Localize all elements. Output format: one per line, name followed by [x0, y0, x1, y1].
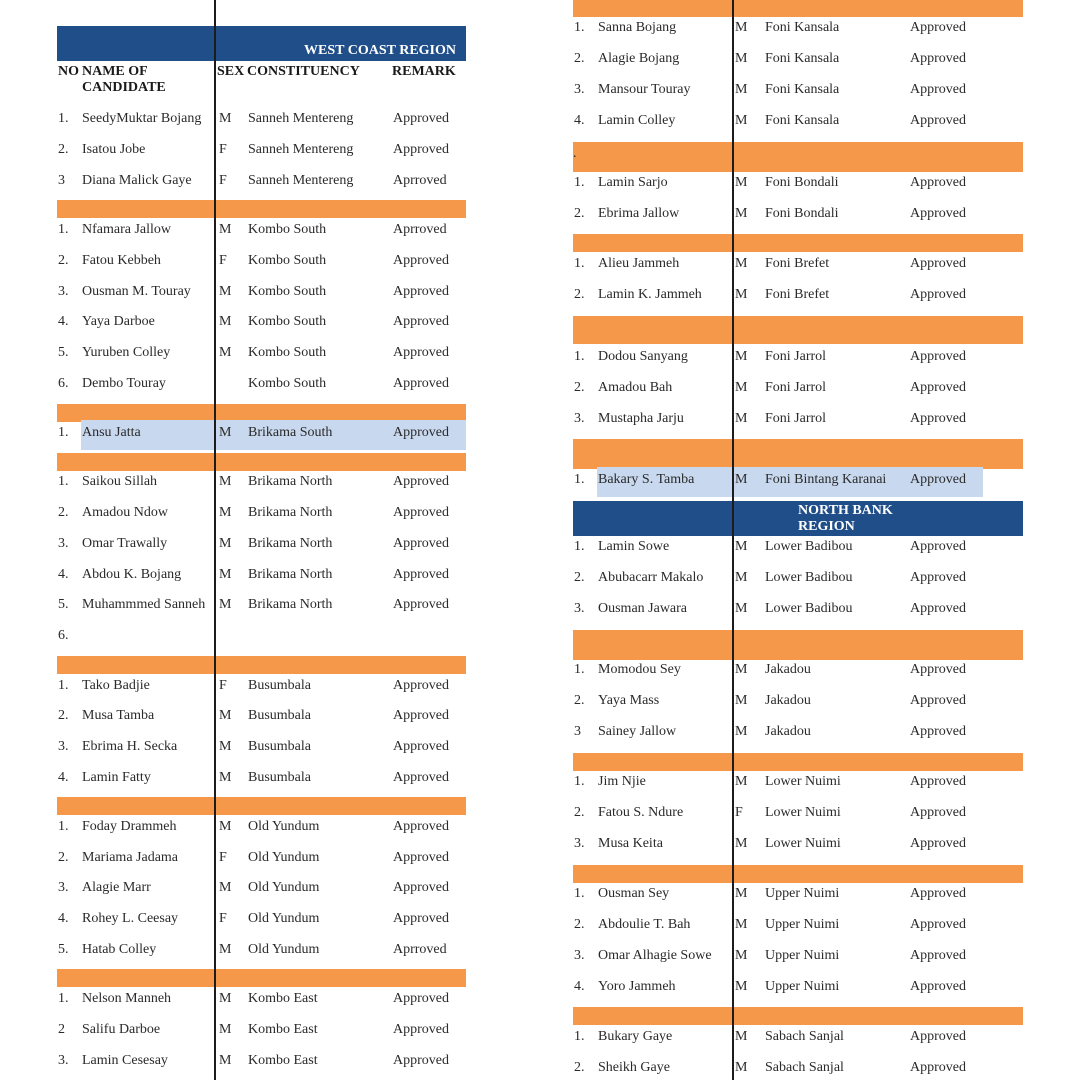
cell-no: 1.	[574, 662, 585, 677]
cell-remark: Approved	[910, 601, 966, 616]
cell-constituency: Upper Nuimi	[765, 917, 840, 932]
cell-constituency: Busumbala	[248, 770, 311, 785]
cell-constituency: Kombo South	[248, 253, 327, 268]
cell-no: 3.	[58, 739, 69, 754]
cell-constituency: Lower Badibou	[765, 601, 853, 616]
cell-remark: Approved	[393, 474, 449, 489]
cell-no: 4.	[58, 567, 69, 582]
cell-sex: M	[219, 222, 232, 237]
cell-sex: F	[219, 850, 227, 865]
cell-name: Ousman M. Touray	[82, 284, 191, 299]
cell-no: 1.	[574, 886, 585, 901]
cell-name: Alagie Bojang	[598, 51, 680, 66]
cell-remark: Approved	[910, 175, 966, 190]
cell-remark: Approved	[393, 536, 449, 551]
cell-name: Abdou K. Bojang	[82, 567, 182, 582]
cell-remark: Aprroved	[393, 173, 447, 188]
section-separator	[573, 439, 1023, 469]
cell-constituency: Jakadou	[765, 724, 811, 739]
cell-name: Lamin Sarjo	[598, 175, 668, 190]
section-separator	[573, 0, 1023, 17]
column-divider	[732, 0, 734, 1080]
cell-remark: Approved	[393, 425, 449, 440]
cell-no: 1.	[58, 678, 69, 693]
cell-sex: M	[735, 380, 748, 395]
cell-remark: Approved	[393, 850, 449, 865]
cell-no: 3.	[58, 1053, 69, 1068]
separator-mark: .	[573, 146, 577, 161]
section-separator	[573, 1007, 1023, 1025]
cell-sex: M	[735, 917, 748, 932]
cell-sex: M	[735, 1060, 748, 1075]
cell-constituency: Brikama North	[248, 536, 333, 551]
cell-sex: M	[735, 113, 748, 128]
cell-name: Nfamara Jallow	[82, 222, 172, 237]
cell-sex: F	[219, 678, 227, 693]
cell-constituency: Foni Kansala	[765, 20, 840, 35]
region-title: NORTH BANK REGION	[798, 503, 893, 534]
cell-no: 4.	[58, 770, 69, 785]
section-separator	[573, 316, 1023, 344]
cell-remark: Approved	[910, 917, 966, 932]
cell-name: Mariama Jadama	[82, 850, 179, 865]
cell-constituency: Foni Brefet	[765, 256, 830, 271]
cell-sex: M	[219, 597, 232, 612]
cell-name: Ebrima H. Secka	[82, 739, 178, 754]
cell-name: Saikou Sillah	[82, 474, 158, 489]
cell-remark: Approved	[393, 991, 449, 1006]
cell-remark: Approved	[910, 1029, 966, 1044]
cell-sex: M	[735, 1029, 748, 1044]
cell-name: Lamin K. Jammeh	[598, 287, 702, 302]
cell-sex: M	[735, 82, 748, 97]
cell-sex: M	[735, 570, 748, 585]
cell-remark: Approved	[393, 505, 449, 520]
cell-constituency: Kombo East	[248, 991, 318, 1006]
header-sex: SEX	[217, 64, 245, 79]
cell-remark: Approved	[393, 1022, 449, 1037]
cell-constituency: Foni Kansala	[765, 51, 840, 66]
cell-sex: M	[219, 425, 232, 440]
cell-sex: M	[219, 505, 232, 520]
cell-no: 2.	[574, 51, 585, 66]
cell-sex: M	[735, 836, 748, 851]
cell-sex: M	[219, 770, 232, 785]
cell-no: 1.	[574, 20, 585, 35]
cell-no: 3.	[574, 411, 585, 426]
cell-no: 1.	[58, 474, 69, 489]
cell-constituency: Brikama North	[248, 567, 333, 582]
cell-sex: M	[735, 774, 748, 789]
cell-sex: M	[735, 20, 748, 35]
cell-name: Omar Alhagie Sowe	[598, 948, 712, 963]
cell-name: SeedyMuktar Bojang	[82, 111, 202, 126]
cell-sex: M	[735, 662, 748, 677]
cell-no: 1.	[574, 1029, 585, 1044]
cell-remark: Approved	[910, 539, 966, 554]
cell-name: Ansu Jatta	[82, 425, 141, 440]
section-separator	[573, 234, 1023, 252]
cell-name: Amadou Bah	[598, 380, 673, 395]
cell-remark: Approved	[910, 886, 966, 901]
cell-remark: Approved	[393, 142, 449, 157]
cell-no: 3.	[58, 880, 69, 895]
cell-no: 3.	[574, 836, 585, 851]
cell-constituency: Busumbala	[248, 739, 311, 754]
cell-name: Hatab Colley	[82, 942, 157, 957]
cell-no: 2.	[574, 287, 585, 302]
cell-name: Ousman Jawara	[598, 601, 688, 616]
cell-remark: Approved	[910, 836, 966, 851]
cell-constituency: Old Yundum	[248, 819, 320, 834]
cell-remark: Approved	[910, 774, 966, 789]
cell-constituency: Lower Nuimi	[765, 774, 841, 789]
cell-no: 4.	[574, 979, 585, 994]
header-remark: REMARK	[392, 64, 456, 79]
section-separator	[573, 142, 1023, 172]
cell-constituency: Foni Brefet	[765, 287, 830, 302]
cell-remark: Approved	[910, 349, 966, 364]
cell-remark: Approved	[910, 472, 966, 487]
cell-constituency: Lower Nuimi	[765, 805, 841, 820]
cell-name: Fatou S. Ndure	[598, 805, 684, 820]
cell-no: 1.	[58, 991, 69, 1006]
cell-no: 1.	[574, 539, 585, 554]
cell-name: Nelson Manneh	[82, 991, 172, 1006]
cell-sex: M	[219, 345, 232, 360]
cell-no: 2.	[574, 206, 585, 221]
cell-constituency: Foni Jarrol	[765, 349, 827, 364]
cell-remark: Aprroved	[393, 942, 447, 957]
cell-no: 4.	[58, 314, 69, 329]
cell-remark: Approved	[910, 20, 966, 35]
cell-sex: M	[735, 948, 748, 963]
cell-name: Dembo Touray	[82, 376, 166, 391]
cell-sex: M	[735, 472, 748, 487]
cell-no: 2.	[574, 805, 585, 820]
section-separator	[573, 630, 1023, 660]
cell-remark: Aprroved	[393, 222, 447, 237]
cell-name: Omar Trawally	[82, 536, 168, 551]
cell-no: 1.	[574, 472, 585, 487]
cell-name: Isatou Jobe	[82, 142, 146, 157]
cell-remark: Approved	[393, 678, 449, 693]
cell-sex: F	[735, 805, 743, 820]
cell-name: Mansour Touray	[598, 82, 691, 97]
cell-no: 3.	[58, 284, 69, 299]
cell-no: 2.	[574, 1060, 585, 1075]
cell-name: Ousman Sey	[598, 886, 670, 901]
cell-constituency: Foni Kansala	[765, 113, 840, 128]
cell-remark: Approved	[393, 911, 449, 926]
cell-sex: F	[219, 253, 227, 268]
cell-name: Yaya Darboe	[82, 314, 155, 329]
cell-no: 2.	[574, 570, 585, 585]
cell-remark: Approved	[393, 739, 449, 754]
cell-no: 3	[574, 724, 581, 739]
header-constituency: CONSTITUENCY	[247, 64, 360, 79]
cell-sex: F	[219, 911, 227, 926]
cell-no: 2.	[58, 850, 69, 865]
cell-sex: M	[735, 175, 748, 190]
cell-remark: Approved	[393, 567, 449, 582]
cell-sex: M	[735, 349, 748, 364]
cell-constituency: Old Yundum	[248, 880, 320, 895]
cell-constituency: Jakadou	[765, 662, 811, 677]
cell-constituency: Upper Nuimi	[765, 979, 840, 994]
cell-remark: Approved	[910, 693, 966, 708]
column-divider	[214, 0, 216, 1080]
cell-constituency: Upper Nuimi	[765, 948, 840, 963]
cell-name: Jim Njie	[598, 774, 646, 789]
cell-no: 5.	[58, 942, 69, 957]
cell-sex: M	[735, 539, 748, 554]
cell-no: 1.	[58, 111, 69, 126]
cell-remark: Approved	[910, 411, 966, 426]
cell-remark: Approved	[393, 111, 449, 126]
cell-remark: Approved	[910, 287, 966, 302]
cell-constituency: Busumbala	[248, 678, 311, 693]
cell-name: Mustapha Jarju	[598, 411, 684, 426]
cell-no: 2.	[574, 693, 585, 708]
cell-remark: Approved	[910, 570, 966, 585]
cell-sex: M	[219, 536, 232, 551]
section-separator	[57, 200, 466, 218]
cell-sex: M	[219, 1022, 232, 1037]
cell-no: 2.	[574, 917, 585, 932]
cell-remark: Approved	[910, 805, 966, 820]
cell-remark: Approved	[910, 662, 966, 677]
cell-no: 1.	[58, 819, 69, 834]
cell-name: Alieu Jammeh	[598, 256, 680, 271]
cell-sex: M	[219, 314, 232, 329]
section-separator	[57, 656, 466, 674]
cell-name: Lamin Fatty	[82, 770, 151, 785]
cell-name: Bakary S. Tamba	[598, 472, 695, 487]
cell-name: Diana Malick Gaye	[82, 173, 192, 188]
cell-remark: Approved	[393, 314, 449, 329]
cell-remark: Approved	[910, 979, 966, 994]
cell-remark: Approved	[910, 1060, 966, 1075]
section-separator	[57, 797, 466, 815]
cell-sex: M	[219, 1053, 232, 1068]
cell-name: Alagie Marr	[82, 880, 151, 895]
cell-remark: Approved	[393, 819, 449, 834]
cell-name: Lamin Sowe	[598, 539, 670, 554]
cell-sex: M	[735, 51, 748, 66]
cell-constituency: Brikama North	[248, 597, 333, 612]
cell-constituency: Sanneh Mentereng	[248, 142, 354, 157]
cell-constituency: Foni Kansala	[765, 82, 840, 97]
cell-constituency: Old Yundum	[248, 911, 320, 926]
cell-name: Yoro Jammeh	[598, 979, 676, 994]
cell-remark: Approved	[393, 345, 449, 360]
cell-name: Sheikh Gaye	[598, 1060, 670, 1075]
cell-sex: M	[219, 942, 232, 957]
cell-no: 6.	[58, 628, 69, 643]
cell-no: 1.	[58, 425, 69, 440]
cell-sex: M	[735, 601, 748, 616]
cell-remark: Approved	[393, 708, 449, 723]
cell-name: Sanna Bojang	[598, 20, 677, 35]
cell-constituency: Foni Jarrol	[765, 411, 827, 426]
cell-sex: M	[219, 880, 232, 895]
cell-constituency: Lower Badibou	[765, 539, 853, 554]
cell-constituency: Old Yundum	[248, 942, 320, 957]
cell-name: Abdoulie T. Bah	[598, 917, 691, 932]
cell-constituency: Busumbala	[248, 708, 311, 723]
cell-sex: M	[735, 693, 748, 708]
cell-sex: M	[219, 991, 232, 1006]
cell-no: 2	[58, 1022, 65, 1037]
cell-no: 2.	[58, 708, 69, 723]
cell-name: Foday Drammeh	[82, 819, 177, 834]
cell-sex: M	[219, 739, 232, 754]
cell-constituency: Upper Nuimi	[765, 886, 840, 901]
cell-name: Rohey L. Ceesay	[82, 911, 179, 926]
section-separator	[573, 753, 1023, 771]
cell-remark: Approved	[393, 284, 449, 299]
cell-no: 1.	[574, 774, 585, 789]
cell-constituency: Sabach Sanjal	[765, 1060, 844, 1075]
section-separator	[57, 969, 466, 987]
cell-constituency: Brikama North	[248, 474, 333, 489]
cell-name: Yaya Mass	[598, 693, 660, 708]
cell-sex: M	[219, 474, 232, 489]
cell-remark: Approved	[393, 253, 449, 268]
cell-constituency: Brikama South	[248, 425, 333, 440]
cell-remark: Approved	[910, 256, 966, 271]
cell-remark: Approved	[910, 82, 966, 97]
cell-no: 3.	[574, 948, 585, 963]
section-separator	[57, 453, 466, 471]
cell-no: 2.	[574, 380, 585, 395]
header-no: NO	[58, 64, 79, 79]
cell-constituency: Foni Jarrol	[765, 380, 827, 395]
cell-constituency: Sanneh Mentereng	[248, 111, 354, 126]
cell-constituency: Jakadou	[765, 693, 811, 708]
cell-remark: Approved	[910, 724, 966, 739]
cell-no: 3.	[58, 536, 69, 551]
cell-sex: M	[219, 284, 232, 299]
cell-remark: Approved	[910, 948, 966, 963]
cell-constituency: Kombo South	[248, 314, 327, 329]
region-title: WEST COAST REGION	[304, 43, 456, 58]
cell-sex: M	[219, 819, 232, 834]
cell-no: 6.	[58, 376, 69, 391]
cell-no: 1.	[574, 175, 585, 190]
cell-no: 2.	[58, 253, 69, 268]
cell-constituency: Sanneh Mentereng	[248, 173, 354, 188]
cell-remark: Approved	[910, 380, 966, 395]
cell-constituency: Kombo South	[248, 376, 327, 391]
cell-constituency: Kombo South	[248, 222, 327, 237]
cell-remark: Approved	[393, 376, 449, 391]
cell-constituency: Kombo South	[248, 284, 327, 299]
cell-no: 1.	[574, 349, 585, 364]
cell-sex: F	[219, 142, 227, 157]
cell-remark: Approved	[910, 206, 966, 221]
cell-sex: F	[219, 173, 227, 188]
cell-remark: Approved	[393, 770, 449, 785]
cell-sex: M	[219, 111, 232, 126]
cell-constituency: Foni Bondali	[765, 206, 839, 221]
cell-no: 2.	[58, 505, 69, 520]
cell-name: Salifu Darboe	[82, 1022, 161, 1037]
cell-constituency: Sabach Sanjal	[765, 1029, 844, 1044]
cell-no: 4.	[58, 911, 69, 926]
cell-name: Fatou Kebbeh	[82, 253, 161, 268]
region-header-north-bank	[573, 501, 1023, 536]
cell-sex: M	[735, 206, 748, 221]
cell-remark: Approved	[910, 113, 966, 128]
cell-sex: M	[219, 567, 232, 582]
cell-name: Musa Tamba	[82, 708, 155, 723]
cell-no: 5.	[58, 597, 69, 612]
right-table	[540, 0, 1080, 1080]
cell-sex: M	[219, 708, 232, 723]
cell-name: Muhammmed Sanneh	[82, 597, 206, 612]
cell-no: 3	[58, 173, 65, 188]
cell-name: Lamin Colley	[598, 113, 676, 128]
cell-remark: Approved	[393, 880, 449, 895]
cell-sex: M	[735, 256, 748, 271]
cell-name: Abubacarr Makalo	[598, 570, 704, 585]
cell-name: Yuruben Colley	[82, 345, 171, 360]
region-header-west-coast	[57, 26, 466, 61]
cell-constituency: Lower Nuimi	[765, 836, 841, 851]
cell-constituency: Kombo East	[248, 1053, 318, 1068]
section-separator	[573, 865, 1023, 883]
cell-constituency: Old Yundum	[248, 850, 320, 865]
cell-name: Ebrima Jallow	[598, 206, 680, 221]
cell-name: Dodou Sanyang	[598, 349, 688, 364]
cell-remark: Approved	[910, 51, 966, 66]
cell-name: Amadou Ndow	[82, 505, 168, 520]
cell-no: 4.	[574, 113, 585, 128]
cell-name: Momodou Sey	[598, 662, 681, 677]
cell-constituency: Foni Bondali	[765, 175, 839, 190]
cell-sex: M	[735, 724, 748, 739]
cell-name: Musa Keita	[598, 836, 663, 851]
cell-constituency: Kombo East	[248, 1022, 318, 1037]
cell-sex: M	[735, 287, 748, 302]
cell-remark: Approved	[393, 1053, 449, 1068]
cell-no: 1.	[58, 222, 69, 237]
cell-no: 5.	[58, 345, 69, 360]
cell-no: 1.	[574, 256, 585, 271]
cell-name: Lamin Cesesay	[82, 1053, 168, 1068]
cell-name: Bukary Gaye	[598, 1029, 673, 1044]
cell-constituency: Lower Badibou	[765, 570, 853, 585]
cell-sex: M	[735, 886, 748, 901]
cell-remark: Approved	[393, 597, 449, 612]
cell-sex: M	[735, 979, 748, 994]
header-name: NAME OF CANDIDATE	[82, 64, 166, 95]
cell-name: Sainey Jallow	[598, 724, 677, 739]
cell-no: 3.	[574, 82, 585, 97]
cell-no: 3.	[574, 601, 585, 616]
cell-name: Tako Badjie	[82, 678, 150, 693]
cell-constituency: Foni Bintang Karanai	[765, 472, 887, 487]
cell-constituency: Brikama North	[248, 505, 333, 520]
cell-sex: M	[735, 411, 748, 426]
cell-constituency: Kombo South	[248, 345, 327, 360]
cell-no: 2.	[58, 142, 69, 157]
